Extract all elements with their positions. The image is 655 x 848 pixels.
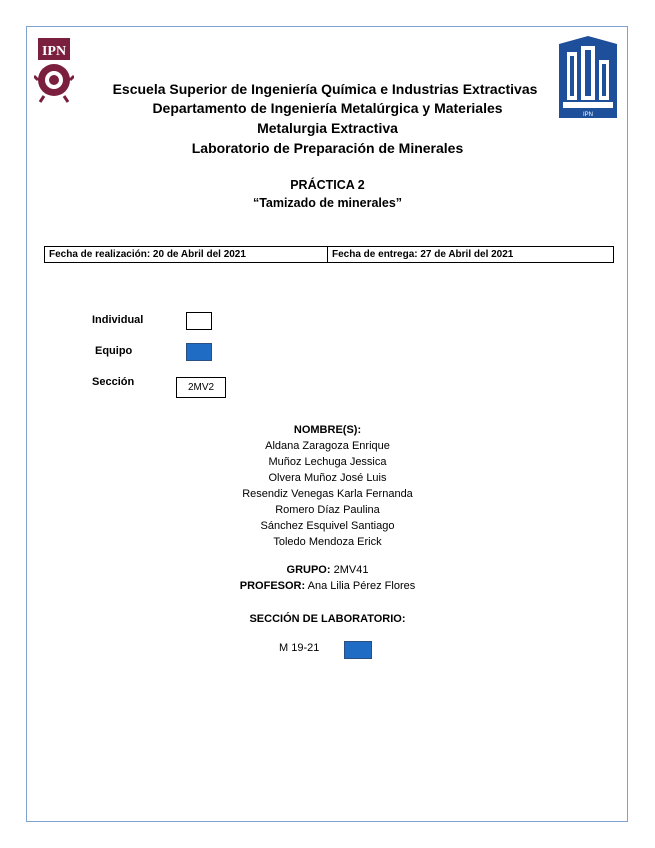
student-name: Aldana Zaragoza Enrique (265, 440, 390, 452)
student-name: Muñoz Lechuga Jessica (268, 456, 387, 468)
student-name: Toledo Mendoza Erick (273, 536, 382, 548)
equipo-label: Equipo (95, 345, 133, 357)
svg-text:IPN: IPN (41, 44, 67, 59)
practice-number: PRÁCTICA 2 (290, 178, 365, 192)
seccion-value-box[interactable]: 2MV2 (176, 377, 226, 398)
student-name: Resendiz Venegas Karla Fernanda (242, 488, 413, 500)
ipn-logo-icon (34, 36, 74, 106)
lab-section-checkbox[interactable] (344, 641, 372, 659)
names-heading: NOMBRE(S): (293, 424, 362, 436)
group-line (0, 562, 655, 578)
individual-label: Individual (92, 314, 144, 326)
svg-text:IPN: IPN (582, 112, 594, 118)
lab-section-heading: SECCIÓN DE LABORATORIO: (249, 613, 406, 625)
dates-table (44, 246, 614, 263)
lab-section-value: M 19-21 (279, 642, 320, 654)
student-name: Sánchez Esquivel Santiago (260, 520, 395, 532)
professor-label: PROFESOR: (239, 580, 306, 592)
seccion-label: Sección (92, 376, 135, 388)
lab-name: Laboratorio de Preparación de Minerales (191, 140, 464, 156)
practice-title: “Tamizado de minerales” (252, 196, 403, 210)
subject-name: Metalurgia Extractiva (257, 120, 398, 136)
professor-line (0, 578, 655, 594)
school-name: Escuela Superior de Ingeniería Química e Industrias Extractivas (112, 81, 538, 97)
student-name: Olvera Muñoz José Luis (268, 472, 387, 484)
professor-value: Ana Lilia Pérez Flores (307, 580, 416, 592)
individual-checkbox[interactable] (186, 312, 212, 330)
student-name: Romero Díaz Paulina (275, 504, 380, 516)
date-delivery: Fecha de entrega: 27 de Abril del 2021 (332, 249, 514, 260)
group-label: GRUPO: (286, 564, 331, 576)
department-name: Departamento de Ingeniería Metalúrgica y Materiales (152, 100, 503, 116)
group-value: 2MV41 (333, 564, 369, 576)
equipo-checkbox[interactable] (186, 343, 212, 361)
date-realization: Fecha de realización: 20 de Abril del 2021 (45, 247, 328, 262)
